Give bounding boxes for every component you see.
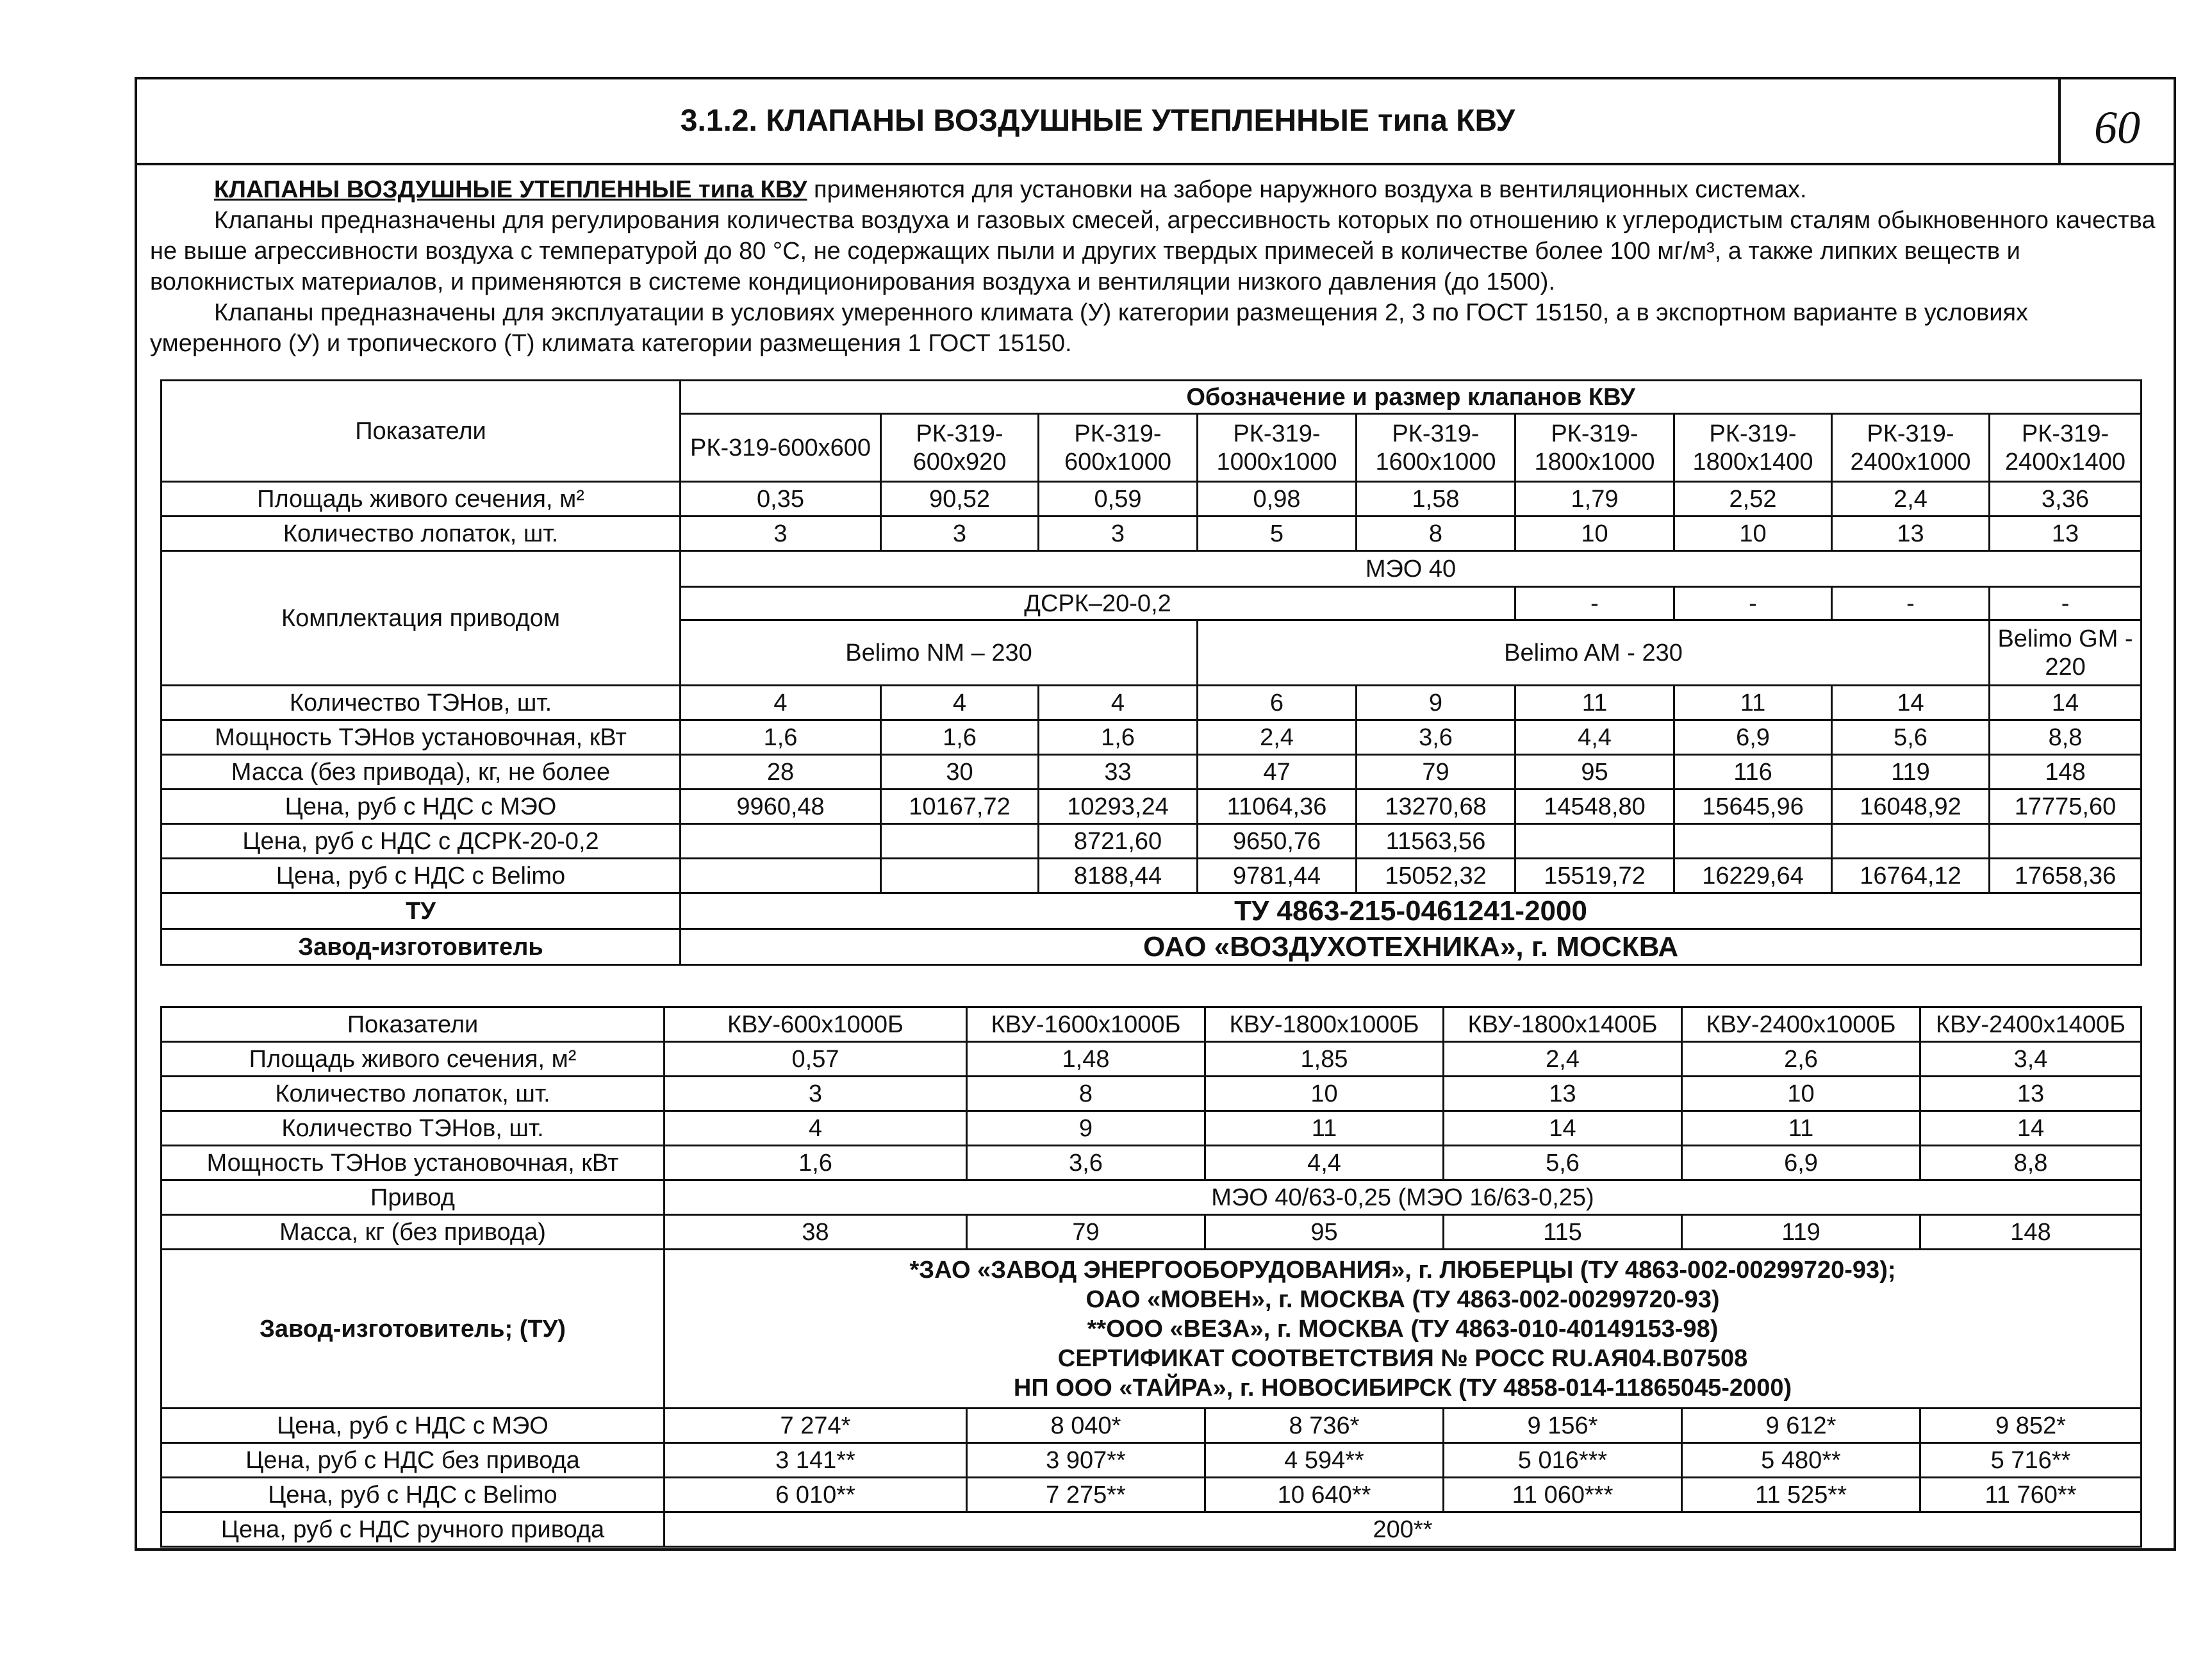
cell: 6	[1198, 686, 1357, 720]
row-label: Цена, руб с НДС с Belimo	[161, 1478, 664, 1512]
table-row	[161, 824, 2142, 859]
row-label: Площадь живого сечения, м²	[161, 1042, 664, 1077]
drive-dsrk: ДСРК–20-0,2	[681, 587, 1515, 620]
column-header: КВУ-1800х1000Б	[1205, 1007, 1444, 1042]
group-header: Обозначение и размер клапанов КВУ	[681, 381, 2142, 414]
cell: 13	[1990, 517, 2142, 551]
cell: 11	[1515, 686, 1674, 720]
cell: 5 480**	[1682, 1443, 1920, 1478]
cell: 1,6	[681, 720, 881, 755]
table-row	[161, 1215, 2142, 1250]
cell	[1990, 824, 2142, 859]
cell: 9960,48	[681, 790, 881, 824]
cell	[1674, 824, 1832, 859]
row-label: Площадь живого сечения, м²	[161, 482, 681, 517]
cell: 10	[1682, 1077, 1920, 1111]
cell: 14	[1444, 1111, 1682, 1146]
maker-line: **ООО «ВЕЗА», г. МОСКВА (ТУ 4863-010-40149153-98)	[1087, 1315, 1719, 1343]
cell	[681, 859, 881, 893]
cell: 28	[681, 755, 881, 790]
cell: 79	[967, 1215, 1205, 1250]
cell: 0,98	[1198, 482, 1357, 517]
cell: 3	[664, 1077, 967, 1111]
maker-line: НП ООО «ТАЙРА», г. НОВОСИБИРСК (ТУ 4858-014-11865045-2000)	[1013, 1374, 1792, 1401]
cell: -	[1990, 587, 2142, 620]
cell: 13	[1832, 517, 1990, 551]
valves-table-kvu	[160, 1006, 2142, 1548]
cell: 3,4	[1920, 1042, 2142, 1077]
cell: 1,79	[1515, 482, 1674, 517]
table-row	[161, 1443, 2142, 1478]
cell: 9 612*	[1682, 1409, 1920, 1443]
cell: 9	[967, 1111, 1205, 1146]
cell: 11	[1205, 1111, 1444, 1146]
column-header: РК-319-2400х1000	[1832, 414, 1990, 482]
column-header: РК-319-600х600	[681, 414, 881, 482]
table-row	[161, 1111, 2142, 1146]
indicators-header: Показатели	[161, 1007, 664, 1042]
column-header: РК-319-1800х1000	[1515, 414, 1674, 482]
cell: 14	[1920, 1111, 2142, 1146]
cell: 6,9	[1674, 720, 1832, 755]
cell: 9650,76	[1198, 824, 1357, 859]
cell: 2,6	[1682, 1042, 1920, 1077]
maker-row	[161, 1250, 2142, 1409]
cell: 8	[967, 1077, 1205, 1111]
cell: 3,6	[1357, 720, 1515, 755]
cell: 5 016***	[1444, 1443, 1682, 1478]
row-label: Цена, руб с НДС с МЭО	[161, 1409, 664, 1443]
cell: 2,4	[1832, 482, 1990, 517]
tu-value: ТУ 4863-215-0461241-2000	[681, 893, 2142, 929]
cell: 148	[1920, 1215, 2142, 1250]
cell: 3	[681, 517, 881, 551]
cell: 4	[881, 686, 1039, 720]
cell: 95	[1515, 755, 1674, 790]
cell: 47	[1198, 755, 1357, 790]
table-row	[161, 859, 2142, 893]
table-row	[161, 720, 2142, 755]
cell: 5,6	[1444, 1146, 1682, 1180]
cell	[881, 859, 1039, 893]
cell: 15645,96	[1674, 790, 1832, 824]
cell: 1,85	[1205, 1042, 1444, 1077]
intro-text	[150, 174, 2161, 359]
intro-paragraph-3: Клапаны предназначены для эксплуатации в условиях умеренного климата (У) категории размещения 2, 3 по ГОСТ 15150, а в экспортном варианте в условиях умеренного (У) и тропического (Т) климата категории размещения 1 ГОСТ 15150.	[150, 299, 2029, 357]
cell: 6 010**	[664, 1478, 967, 1512]
row-label: Количество лопаток, шт.	[161, 517, 681, 551]
page-title: 3.1.2. КЛАПАНЫ ВОЗДУШНЫЕ УТЕПЛЕННЫЕ типа КВУ	[680, 104, 1515, 138]
cell: 5 716**	[1920, 1443, 2142, 1478]
cell: -	[1674, 587, 1832, 620]
cell: 11	[1674, 686, 1832, 720]
row-label: Цена, руб с НДС ручного привода	[161, 1512, 664, 1547]
cell: 10	[1205, 1077, 1444, 1111]
cell: 16048,92	[1832, 790, 1990, 824]
cell: 16229,64	[1674, 859, 1832, 893]
drive-belimo-am: Belimo AM - 230	[1198, 620, 1990, 686]
column-header: КВУ-2400х1000Б	[1682, 1007, 1920, 1042]
cell: 16764,12	[1832, 859, 1990, 893]
cell	[881, 824, 1039, 859]
cell: 115	[1444, 1215, 1682, 1250]
cell: 2,4	[1444, 1042, 1682, 1077]
cell: 0,57	[664, 1042, 967, 1077]
table-row	[161, 755, 2142, 790]
table-row	[161, 1042, 2142, 1077]
column-headers	[161, 1007, 2142, 1042]
row-label: Количество лопаток, шт.	[161, 1077, 664, 1111]
cell: 10	[1515, 517, 1674, 551]
drive-row-meo	[161, 551, 2142, 587]
cell: 4	[664, 1111, 967, 1146]
cell	[1515, 824, 1674, 859]
cell: 11 060***	[1444, 1478, 1682, 1512]
maker-value: ОАО «ВОЗДУХОТЕХНИКА», г. МОСКВА	[681, 929, 2142, 965]
intro-lead: КЛАПАНЫ ВОЗДУШНЫЕ УТЕПЛЕННЫЕ типа КВУ	[214, 176, 807, 203]
drive-belimo-nm: Belimo NM – 230	[681, 620, 1198, 686]
cell: 1,48	[967, 1042, 1205, 1077]
cell: 0,59	[1039, 482, 1198, 517]
table-row	[161, 1077, 2142, 1111]
cell: 4	[1039, 686, 1198, 720]
maker-line: *ЗАО «ЗАВОД ЭНЕРГООБОРУДОВАНИЯ», г. ЛЮБЕРЦЫ (ТУ 4863-002-00299720-93);	[909, 1256, 1896, 1284]
cell: 10167,72	[881, 790, 1039, 824]
row-label: Масса, кг (без привода)	[161, 1215, 664, 1250]
cell: 119	[1832, 755, 1990, 790]
column-header: КВУ-1600х1000Б	[967, 1007, 1205, 1042]
cell: 9781,44	[1198, 859, 1357, 893]
cell: 11563,56	[1357, 824, 1515, 859]
cell: 1,6	[664, 1146, 967, 1180]
cell: 4,4	[1515, 720, 1674, 755]
cell: -	[1515, 587, 1674, 620]
cell	[1832, 824, 1990, 859]
cell: 90,52	[881, 482, 1039, 517]
drive-value: МЭО 40/63-0,25 (МЭО 16/63-0,25)	[664, 1180, 2142, 1215]
cell: 1,58	[1357, 482, 1515, 517]
cell: 8	[1357, 517, 1515, 551]
cell: 11064,36	[1198, 790, 1357, 824]
cell: 2,4	[1198, 720, 1357, 755]
cell: 10 640**	[1205, 1478, 1444, 1512]
cell: 14	[1832, 686, 1990, 720]
table-row	[161, 1146, 2142, 1180]
valves-table-rk319	[160, 379, 2142, 966]
cell: 11	[1682, 1111, 1920, 1146]
manual-drive-value: 200**	[664, 1512, 2142, 1547]
intro-lead-rest: применяются для установки на заборе наружного воздуха в вентиляционных системах.	[807, 176, 1807, 203]
column-header: РК-319-1600х1000	[1357, 414, 1515, 482]
cell: 8188,44	[1039, 859, 1198, 893]
table-row	[161, 482, 2142, 517]
cell: 95	[1205, 1215, 1444, 1250]
cell: 13270,68	[1357, 790, 1515, 824]
cell: 5,6	[1832, 720, 1990, 755]
cell: 3,36	[1990, 482, 2142, 517]
cell: 33	[1039, 755, 1198, 790]
column-header: КВУ-2400х1400Б	[1920, 1007, 2142, 1042]
cell: 3,6	[967, 1146, 1205, 1180]
drive-meo: МЭО 40	[681, 551, 2142, 587]
cell: 0,35	[681, 482, 881, 517]
column-header: РК-319-2400х1400	[1990, 414, 2142, 482]
manual-drive-row	[161, 1512, 2142, 1547]
cell: 14548,80	[1515, 790, 1674, 824]
cell: 3 907**	[967, 1443, 1205, 1478]
intro-paragraph-2: Клапаны предназначены для регулирования количества воздуха и газовых смесей, агрессивность которых по отношению к углеродистым сталям обыкновенного качества не выше агрессивности воздуха с температурой до 80 °С, не содержащих пыли и других твердых примесей в количестве более 100 мг/м³, а также липких веществ и волокнистых материалов, и применяются в системе кондиционирования воздуха и вентиляции низкого давления (до 1500).	[150, 207, 2156, 295]
cell: 148	[1990, 755, 2142, 790]
column-header: РК-319-1000х1000	[1198, 414, 1357, 482]
cell: 13	[1444, 1077, 1682, 1111]
cell: 6,9	[1682, 1146, 1920, 1180]
row-label: Цена, руб с НДС с ДСРК-20-0,2	[161, 824, 681, 859]
maker-line: ОАО «МОВЕН», г. МОСКВА (ТУ 4863-002-00299720-93)	[1085, 1286, 1720, 1313]
cell: 4	[681, 686, 881, 720]
cell: 38	[664, 1215, 967, 1250]
cell: 79	[1357, 755, 1515, 790]
cell: 9 156*	[1444, 1409, 1682, 1443]
title-bar	[137, 79, 2174, 165]
cell: 4 594**	[1205, 1443, 1444, 1478]
indicators-header: Показатели	[161, 381, 681, 482]
table-row	[161, 1478, 2142, 1512]
tu-label: ТУ	[161, 893, 681, 929]
maker-list	[664, 1250, 2142, 1409]
table-row	[161, 517, 2142, 551]
drive-belimo-gm: Belimo GM - 220	[1990, 620, 2142, 686]
table-row	[161, 1409, 2142, 1443]
cell: 8,8	[1990, 720, 2142, 755]
cell: 1,6	[1039, 720, 1198, 755]
cell: 10293,24	[1039, 790, 1198, 824]
cell: 8,8	[1920, 1146, 2142, 1180]
column-header: РК-319-1800х1400	[1674, 414, 1832, 482]
table-row	[161, 790, 2142, 824]
cell: 9 852*	[1920, 1409, 2142, 1443]
row-label: Цена, руб с НДС без привода	[161, 1443, 664, 1478]
cell: 30	[881, 755, 1039, 790]
column-header: КВУ-1800х1400Б	[1444, 1007, 1682, 1042]
cell: 10	[1674, 517, 1832, 551]
cell: 8 736*	[1205, 1409, 1444, 1443]
page-number: 60	[2058, 79, 2174, 163]
cell: 8 040*	[967, 1409, 1205, 1443]
cell: 3	[1039, 517, 1198, 551]
tu-row	[161, 893, 2142, 929]
cell: 7 275**	[967, 1478, 1205, 1512]
cell: 1,6	[881, 720, 1039, 755]
cell: 15052,32	[1357, 859, 1515, 893]
maker-line: СЕРТИФИКАТ СООТВЕТСТВИЯ № РОСС RU.АЯ04.В07508	[1057, 1344, 1748, 1372]
cell	[681, 824, 881, 859]
row-label: Цена, руб с НДС с Belimo	[161, 859, 681, 893]
cell: 11 760**	[1920, 1478, 2142, 1512]
row-label: Количество ТЭНов, шт.	[161, 1111, 664, 1146]
cell: 7 274*	[664, 1409, 967, 1443]
cell: 119	[1682, 1215, 1920, 1250]
cell: 15519,72	[1515, 859, 1674, 893]
row-label: Привод	[161, 1180, 664, 1215]
cell: 17775,60	[1990, 790, 2142, 824]
cell: 14	[1990, 686, 2142, 720]
row-label: Мощность ТЭНов установочная, кВт	[161, 720, 681, 755]
maker-label: Завод-изготовитель; (ТУ)	[161, 1250, 664, 1409]
cell: -	[1832, 587, 1990, 620]
row-label: Мощность ТЭНов установочная, кВт	[161, 1146, 664, 1180]
maker-label: Завод-изготовитель	[161, 929, 681, 965]
cell: 3 141**	[664, 1443, 967, 1478]
cell: 13	[1920, 1077, 2142, 1111]
cell: 2,52	[1674, 482, 1832, 517]
cell: 3	[881, 517, 1039, 551]
cell: 5	[1198, 517, 1357, 551]
row-label: Цена, руб с НДС с МЭО	[161, 790, 681, 824]
cell: 116	[1674, 755, 1832, 790]
row-label: Количество ТЭНов, шт.	[161, 686, 681, 720]
cell: 9	[1357, 686, 1515, 720]
cell: 17658,36	[1990, 859, 2142, 893]
column-header: РК-319-600х920	[881, 414, 1039, 482]
row-label: Масса (без привода), кг, не более	[161, 755, 681, 790]
drive-row	[161, 1180, 2142, 1215]
maker-row	[161, 929, 2142, 965]
column-header: КВУ-600х1000Б	[664, 1007, 967, 1042]
cell: 4,4	[1205, 1146, 1444, 1180]
cell: 11 525**	[1682, 1478, 1920, 1512]
table-row	[161, 686, 2142, 720]
cell: 8721,60	[1039, 824, 1198, 859]
column-header: РК-319-600х1000	[1039, 414, 1198, 482]
drive-label: Комплектация приводом	[161, 551, 681, 686]
